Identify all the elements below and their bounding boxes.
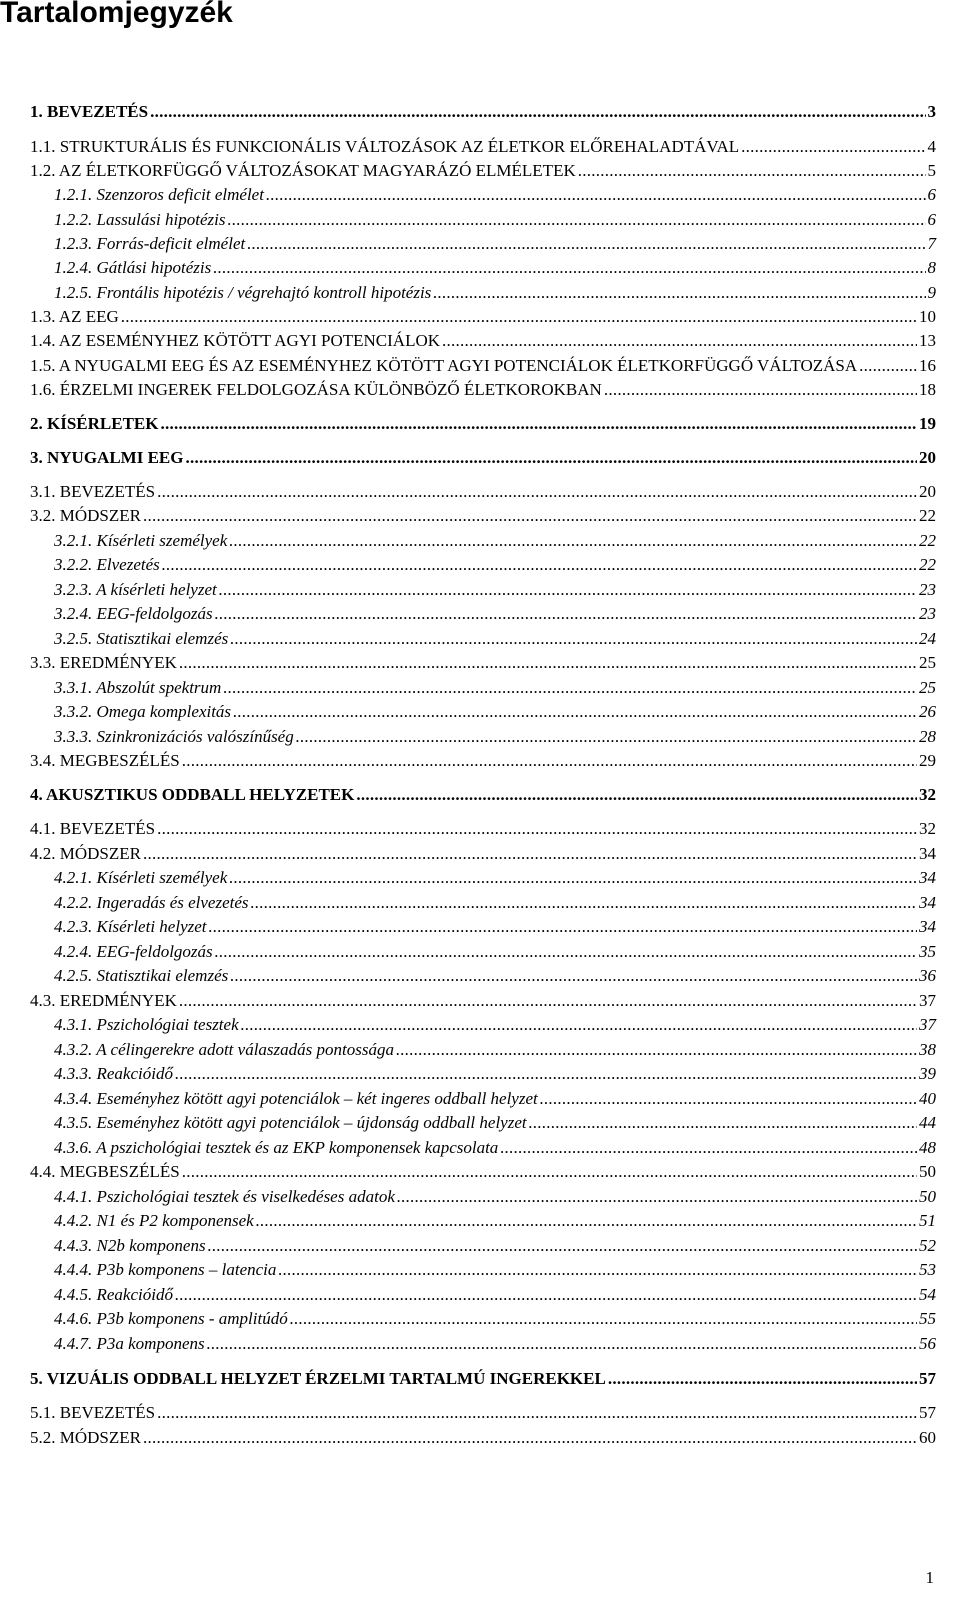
toc-leader-dots (433, 283, 925, 303)
toc-entry-label: 4.4.7. P3a komponens (54, 1334, 205, 1353)
toc-leader-dots (182, 751, 917, 771)
toc-entry-page: 51 (919, 1211, 936, 1230)
toc-entry-page: 29 (919, 751, 936, 770)
toc-entry-label: 4.3.3. Reakcióidő (54, 1064, 173, 1083)
toc-entry-page: 22 (919, 506, 936, 525)
toc-entry-page: 52 (919, 1236, 936, 1255)
toc-entry-page: 34 (919, 893, 936, 912)
toc-leader-dots (179, 653, 917, 673)
toc-entry-label: 4.3.4. Eseményhez kötött agyi potenciálok – két ingeres oddball helyzet (54, 1089, 538, 1108)
toc-entry-label: 1.3. AZ EEG (30, 307, 119, 326)
toc-entry[interactable] (0, 258, 936, 278)
toc-entry-label: 4.4.5. Reakcióidő (54, 1285, 173, 1304)
toc-entry-label: 1.2.3. Forrás-deficit elmélet (54, 234, 246, 253)
toc-leader-dots (215, 942, 917, 962)
toc-entry[interactable] (0, 1113, 936, 1133)
toc-leader-dots (219, 580, 917, 600)
toc-leader-dots (208, 1236, 917, 1256)
toc-leader-dots (161, 414, 918, 434)
toc-entry[interactable] (0, 604, 936, 624)
toc-leader-dots (741, 137, 925, 157)
toc-entry-page: 34 (919, 917, 936, 936)
toc-entry[interactable] (0, 414, 936, 434)
toc-entry-label: 3.2.4. EEG-feldolgozás (54, 604, 213, 623)
toc-leader-dots (859, 356, 917, 376)
toc-leader-dots (247, 234, 925, 254)
toc-leader-dots (150, 102, 925, 122)
toc-entry-label: 4.2.1. Kísérleti személyek (54, 868, 228, 887)
toc-entry-label: 4.2.2. Ingeradás és elvezetés (54, 893, 249, 912)
toc-leader-dots (396, 1040, 917, 1060)
toc-leader-dots (182, 1162, 917, 1182)
toc-entry[interactable] (0, 482, 936, 502)
toc-entry[interactable] (0, 678, 936, 698)
toc-entry-label: 1.2. AZ ÉLETKORFÜGGŐ VÁLTOZÁSOKAT MAGYARÁZÓ ELMÉLETEK (30, 161, 576, 180)
toc-entry-page: 34 (919, 868, 936, 887)
toc-entry-label: 4.3.6. A pszichológiai tesztek és az EKP komponensek kapcsolata (54, 1138, 499, 1157)
toc-entry-page: 35 (919, 942, 936, 961)
toc-leader-dots (278, 1260, 917, 1280)
toc-leader-dots (175, 1285, 917, 1305)
toc-leader-dots (356, 785, 917, 805)
toc-entry-page: 48 (919, 1138, 936, 1157)
toc-entry-label: 1.2.5. Frontális hipotézis / végrehajtó kontroll hipotézis (54, 283, 432, 302)
toc-entry[interactable] (0, 102, 936, 122)
toc-entry-label: 4.4.2. N1 és P2 komponensek (54, 1211, 254, 1230)
toc-leader-dots (213, 258, 925, 278)
toc-entry-page: 28 (919, 727, 936, 746)
toc-leader-dots (162, 555, 917, 575)
toc-entry[interactable] (0, 380, 936, 400)
page-title: Tartalomjegyzék (0, 0, 233, 29)
toc-entry-page: 5 (927, 161, 936, 180)
toc-entry-page: 22 (919, 555, 936, 574)
toc-entry[interactable] (0, 307, 936, 327)
toc-entry-label: 1. BEVEZETÉS (30, 102, 149, 121)
toc-entry-page: 44 (919, 1113, 936, 1132)
toc-entry[interactable] (0, 531, 936, 551)
toc-entry-label: 1.2.2. Lassulási hipotézis (54, 210, 226, 229)
toc-entry[interactable] (0, 1211, 936, 1231)
toc-leader-dots (207, 1334, 917, 1354)
toc-entry[interactable] (0, 702, 936, 722)
toc-entry[interactable] (0, 785, 936, 805)
page-number: 1 (925, 1568, 934, 1587)
toc-entry-label: 4.4.1. Pszichológiai tesztek és viselkedéses adatok (54, 1187, 395, 1206)
toc-entry[interactable] (0, 751, 936, 771)
toc-entry-page: 32 (919, 819, 936, 838)
toc-entry[interactable] (0, 1428, 936, 1448)
toc-leader-dots (251, 893, 917, 913)
toc-entry[interactable] (0, 1138, 936, 1158)
toc-entry-label: 3.3.3. Szinkronizációs valószínűség (54, 727, 294, 746)
toc-entry-label: 1.2.4. Gátlási hipotézis (54, 258, 212, 277)
toc-leader-dots (230, 629, 917, 649)
toc-entry-label: 4.3. EREDMÉNYEK (30, 991, 177, 1010)
toc-entry[interactable] (0, 1064, 936, 1084)
toc-entry[interactable] (0, 234, 936, 254)
toc-entry-page: 25 (919, 653, 936, 672)
toc-entry-page: 53 (919, 1260, 936, 1279)
toc-entry-page: 7 (927, 234, 936, 253)
toc-entry-page: 37 (919, 1015, 936, 1034)
toc-entry-label: 4.3.1. Pszichológiai tesztek (54, 1015, 239, 1034)
toc-entry[interactable] (0, 1236, 936, 1256)
toc-entry-page: 10 (919, 307, 936, 326)
toc-entry[interactable] (0, 1334, 936, 1354)
toc-entry[interactable] (0, 283, 936, 303)
toc-leader-dots (229, 868, 917, 888)
toc-entry-label: 1.2.1. Szenzoros deficit elmélet (54, 185, 264, 204)
toc-entry-page: 57 (919, 1369, 936, 1388)
toc-leader-dots (296, 727, 917, 747)
toc-leader-dots (143, 844, 917, 864)
toc-entry[interactable] (0, 1369, 936, 1389)
toc-entry-label: 4.4. MEGBESZÉLÉS (30, 1162, 180, 1181)
toc-entry[interactable] (0, 1260, 936, 1280)
toc-entry-label: 4.3.2. A célingerekre adott válaszadás pontossága (54, 1040, 394, 1059)
toc-entry-label: 4.3.5. Eseményhez kötött agyi potenciálok – újdonság oddball helyzet (54, 1113, 527, 1132)
toc-entry-label: 4.1. BEVEZETÉS (30, 819, 156, 838)
toc-entry-page: 55 (919, 1309, 936, 1328)
toc-entry[interactable] (0, 161, 936, 181)
toc-entry-label: 4.2.5. Statisztikai elemzés (54, 966, 229, 985)
toc-entry[interactable] (0, 1162, 936, 1182)
toc-entry-page: 50 (919, 1162, 936, 1181)
toc-entry[interactable] (0, 893, 936, 913)
toc-entry[interactable] (0, 819, 936, 839)
toc-entry[interactable] (0, 137, 936, 157)
toc-leader-dots (157, 1403, 917, 1423)
toc-entry[interactable] (0, 185, 936, 205)
toc-entry[interactable] (0, 506, 936, 526)
toc-leader-dots (209, 917, 917, 937)
toc-entry-page: 13 (919, 331, 936, 350)
toc-entry-label: 4.2. MÓDSZER (30, 844, 141, 863)
toc-entry-page: 26 (919, 702, 936, 721)
toc-entry-label: 3.2.5. Statisztikai elemzés (54, 629, 229, 648)
toc-leader-dots (500, 1138, 917, 1158)
toc-entry[interactable] (0, 1309, 936, 1329)
toc-entry-label: 4.2.4. EEG-feldolgozás (54, 942, 213, 961)
toc-entry-label: 3.4. MEGBESZÉLÉS (30, 751, 180, 770)
toc-leader-dots (157, 482, 917, 502)
toc-entry[interactable] (0, 448, 936, 468)
toc-entry-label: 5. VIZUÁLIS ODDBALL HELYZET ÉRZELMI TARTALMÚ INGEREKKEL (30, 1369, 606, 1388)
toc-entry-page: 38 (919, 1040, 936, 1059)
toc-leader-dots (256, 1211, 917, 1231)
toc-leader-dots (241, 1015, 917, 1035)
toc-leader-dots (121, 307, 917, 327)
toc-leader-dots (529, 1113, 917, 1133)
toc-entry-page: 32 (919, 785, 936, 804)
toc-entry[interactable] (0, 1403, 936, 1423)
toc-entry-label: 1.6. ÉRZELMI INGEREK FELDOLGOZÁSA KÜLÖNBÖZŐ ÉLETKOROKBAN (30, 380, 602, 399)
toc-entry-page: 19 (919, 414, 936, 433)
toc-entry[interactable] (0, 942, 936, 962)
toc-leader-dots (604, 380, 917, 400)
toc-entry-page: 16 (919, 356, 936, 375)
toc-entry-label: 1.5. A NYUGALMI EEG ÉS AZ ESEMÉNYHEZ KÖTÖTT AGYI POTENCIÁLOK ÉLETKORFÜGGŐ VÁLTOZÁSA (30, 356, 858, 375)
toc-entry-label: 2. KÍSÉRLETEK (30, 414, 159, 433)
toc-entry[interactable] (0, 629, 936, 649)
toc-entry-label: 1.4. AZ ESEMÉNYHEZ KÖTÖTT AGYI POTENCIÁLOK (30, 331, 441, 350)
toc-entry[interactable] (0, 917, 936, 937)
toc-leader-dots (233, 702, 917, 722)
toc-entry-page: 9 (927, 283, 936, 302)
toc-leader-dots (266, 185, 926, 205)
toc-leader-dots (397, 1187, 917, 1207)
toc-entry-page: 18 (919, 380, 936, 399)
toc-leader-dots (175, 1064, 917, 1084)
toc-entry-page: 57 (919, 1403, 936, 1422)
toc-entry[interactable] (0, 844, 936, 864)
toc-leader-dots (143, 1428, 917, 1448)
toc-entry[interactable] (0, 1015, 936, 1035)
toc-leader-dots (179, 991, 917, 1011)
toc-leader-dots (185, 448, 917, 468)
toc-entry-label: 5.2. MÓDSZER (30, 1428, 141, 1447)
toc-entry-page: 34 (919, 844, 936, 863)
toc-entry[interactable] (0, 868, 936, 888)
toc-entry-label: 3.3.1. Abszolút spektrum (54, 678, 222, 697)
toc-entry[interactable] (0, 580, 936, 600)
toc-leader-dots (227, 210, 925, 230)
toc-leader-dots (143, 506, 917, 526)
toc-entry-page: 50 (919, 1187, 936, 1206)
toc-entry[interactable] (0, 727, 936, 747)
toc-entry-page: 3 (927, 102, 936, 121)
toc-entry-label: 3.3.2. Omega komplexitás (54, 702, 232, 721)
toc-entry-page: 60 (919, 1428, 936, 1447)
toc-entry-page: 40 (919, 1089, 936, 1108)
toc-entry-page: 8 (927, 258, 936, 277)
toc-entry-label: 3.2.3. A kísérleti helyzet (54, 580, 217, 599)
toc-leader-dots (442, 331, 917, 351)
toc-entry[interactable] (0, 356, 936, 376)
toc-entry[interactable] (0, 966, 936, 986)
toc-leader-dots (215, 604, 917, 624)
toc-entry-label: 3.1. BEVEZETÉS (30, 482, 156, 501)
toc-entry[interactable] (0, 1040, 936, 1060)
toc-entry-page: 37 (919, 991, 936, 1010)
toc-entry-label: 5.1. BEVEZETÉS (30, 1403, 156, 1422)
toc-entry-label: 3.2.1. Kísérleti személyek (54, 531, 228, 550)
toc-entry-page: 23 (919, 580, 936, 599)
toc-entry-page: 20 (919, 448, 936, 467)
toc-entry[interactable] (0, 1285, 936, 1305)
toc-entry-label: 3.2. MÓDSZER (30, 506, 141, 525)
toc-entry[interactable] (0, 653, 936, 673)
toc-entry-page: 25 (919, 678, 936, 697)
toc-entry[interactable] (0, 210, 936, 230)
toc-entry-label: 4. AKUSZTIKUS ODDBALL HELYZETEK (30, 785, 355, 804)
toc-entry-page: 22 (919, 531, 936, 550)
toc-entry[interactable] (0, 331, 936, 351)
toc-leader-dots (540, 1089, 917, 1109)
toc-leader-dots (230, 966, 917, 986)
toc-leader-dots (578, 161, 926, 181)
toc-entry-label: 4.4.3. N2b komponens (54, 1236, 206, 1255)
toc-leader-dots (223, 678, 917, 698)
toc-entry[interactable] (0, 1187, 936, 1207)
toc-entry-page: 6 (927, 185, 936, 204)
toc-entry-label: 3.2.2. Elvezetés (54, 555, 160, 574)
toc-entry-label: 1.1. STRUKTURÁLIS ÉS FUNKCIONÁLIS VÁLTOZÁSOK AZ ÉLETKOR ELŐREHALADTÁVAL (30, 137, 740, 156)
toc-entry-page: 24 (919, 629, 936, 648)
toc-entry-page: 23 (919, 604, 936, 623)
toc-leader-dots (157, 819, 917, 839)
toc-entry-page: 39 (919, 1064, 936, 1083)
toc-entry[interactable] (0, 991, 936, 1011)
toc-entry-label: 4.2.3. Kísérleti helyzet (54, 917, 207, 936)
toc-entry-label: 3. NYUGALMI EEG (30, 448, 184, 467)
toc-leader-dots (608, 1369, 917, 1389)
toc-entry-page: 4 (927, 137, 936, 156)
toc-entry-page: 56 (919, 1334, 936, 1353)
toc-entry-page: 6 (927, 210, 936, 229)
toc-entry[interactable] (0, 555, 936, 575)
toc-entry-page: 54 (919, 1285, 936, 1304)
toc-entry-page: 20 (919, 482, 936, 501)
toc-entry[interactable] (0, 1089, 936, 1109)
toc-leader-dots (229, 531, 917, 551)
toc-entry-label: 4.4.6. P3b komponens - amplitúdó (54, 1309, 288, 1328)
toc-entry-page: 36 (919, 966, 936, 985)
toc-leader-dots (290, 1309, 917, 1329)
toc-entry-label: 4.4.4. P3b komponens – latencia (54, 1260, 277, 1279)
toc-entry-label: 3.3. EREDMÉNYEK (30, 653, 177, 672)
